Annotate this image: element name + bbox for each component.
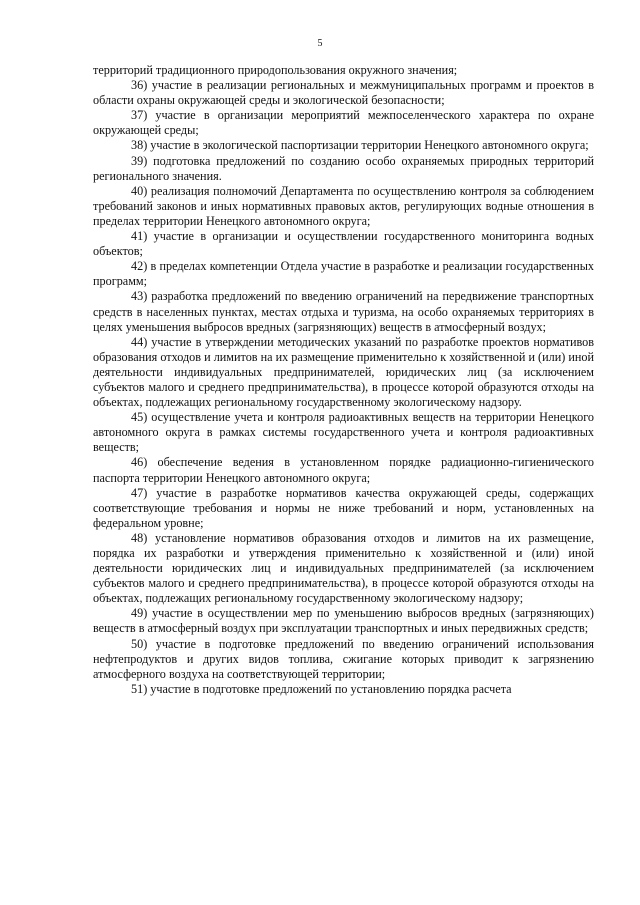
paragraph-item-40: 40) реализация полномочий Департамента по осуществлению контроля за соблюдением требований законов и иных нормативных правовых актов, регулирующих водные отношения в пределах территории Ненецкого автономного округа; <box>93 183 594 228</box>
paragraph-continuation: территорий традиционного природопользования окружного значения; <box>93 63 458 77</box>
paragraph-item-41: 41) участие в организации и осуществлении государственного мониторинга водных объектов; <box>93 229 594 259</box>
paragraph-item-43: 43) разработка предложений по введению ограничений на передвижение транспортных средств в населенных пунктах, местах отдыха и туризма, на особо охраняемых территориях в целях уменьшения выбросов вредных (загрязняющих) веществ в атмосферный воздух; <box>93 289 594 334</box>
paragraph-item-36: 36) участие в реализации региональных и межмуниципальных программ и проектов в области охраны окружающей среды и экологической безопасности; <box>93 78 594 108</box>
document-body <box>93 63 594 697</box>
paragraph-item-39: 39) подготовка предложений по созданию особо охраняемых природных территорий регионального значения. <box>93 153 594 183</box>
paragraph-item-42: 42) в пределах компетенции Отдела участие в разработке и реализации государственных программ; <box>93 259 594 289</box>
paragraph-item-45: 45) осуществление учета и контроля радиоактивных веществ на территории Ненецкого автономного округа в рамках системы государственного учета и контроля радиоактивных веществ; <box>93 410 594 455</box>
paragraph-item-48: 48) установление нормативов образования отходов и лимитов на их размещение, порядка их разработки и утверждения применительно к хозяйственной и (или) иной деятельности юридических лиц и индивидуальных предпринимателей (за исключением субъектов малого и среднего предпринимательства), в процессе которой образуются отходы на объектах, подлежащих региональному государственному экологическому надзору; <box>93 530 594 606</box>
paragraph-item-38: 38) участие в экологической паспортизации территории Ненецкого автономного округа; <box>131 138 589 153</box>
paragraph-item-46: 46) обеспечение ведения в установленном порядке радиационно-гигиенического паспорта территории Ненецкого автономного округа; <box>93 455 594 485</box>
paragraph-item-44: 44) участие в утверждении методических указаний по разработке проектов нормативов образования отходов и лимитов на их размещение применительно к хозяйственной и (или) иной деятельности индивидуальных предпринимателей, юридических лиц (за исключением субъектов малого и среднего предпринимательства), в процессе которой образуются отходы на объектах, подлежащих региональному государственному экологическому надзору. <box>93 334 594 410</box>
paragraph-item-50: 50) участие в подготовке предложений по введению ограничений использования нефтепродуктов и других видов топлива, сжигание которых приводит к загрязнению атмосферного воздуха на соответствующей территории; <box>93 636 594 681</box>
paragraph-item-49: 49) участие в осуществлении мер по уменьшению выбросов вредных (загрязняющих) веществ в атмосферный воздух при эксплуатации транспортных и иных передвижных средств; <box>93 606 594 636</box>
paragraph-item-47: 47) участие в разработке нормативов качества окружающей среды, содержащих соответствующие требования и нормы не ниже требований и норм, установленных на федеральном уровне; <box>93 485 594 530</box>
page-number: 5 <box>317 38 323 49</box>
paragraph-item-51: 51) участие в подготовке предложений по установлению порядка расчета <box>131 681 512 696</box>
paragraph-item-37: 37) участие в организации мероприятий межпоселенческого характера по охране окружающей среды; <box>93 108 594 138</box>
